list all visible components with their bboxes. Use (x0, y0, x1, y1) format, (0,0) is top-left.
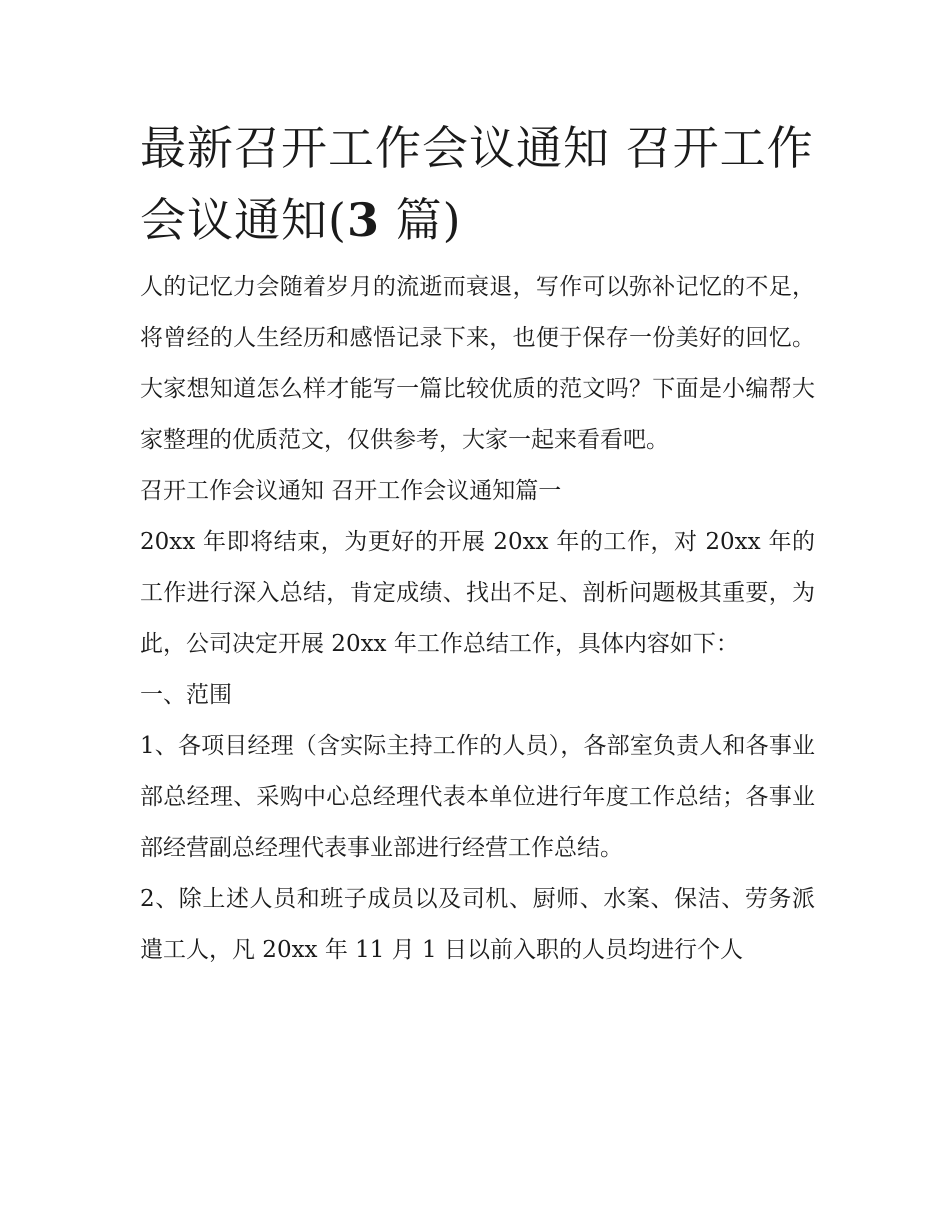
document-page (140, 112, 815, 976)
title-suffix: 篇) (379, 193, 462, 247)
title-count: 3 (346, 193, 380, 247)
list-item-2: 2、除上述人员和班子成员以及司机、厨师、水案、保洁、劳务派遣工人，凡 20xx 年 11 月 1 日以前入职的人员均进行个人 (140, 886, 815, 963)
title-text: 最新召开工作会议通知 召开工作会议通知( (140, 121, 814, 247)
body-paragraph: 20xx 年即将结束，为更好的开展 20xx 年的工作，对 20xx 年的工作进行深入总结，肯定成绩、找出不足、剖析问题极其重要，为此，公司决定开展 20xx 年工作总结工作，具体内容如下： (140, 529, 815, 657)
intro-paragraph: 人的记忆力会随着岁月的流逝而衰退，写作可以弥补记忆的不足，将曾经的人生经历和感悟记录下来，也便于保存一份美好的回忆。大家想知道怎么样才能写一篇比较优质的范文吗？下面是小编帮大家整理的优质范文，仅供参考，大家一起来看看吧。 (140, 274, 815, 453)
document-title (140, 112, 815, 256)
section-heading: 召开工作会议通知 召开工作会议通知篇一 (140, 478, 562, 504)
scope-heading: 一、范围 (140, 682, 232, 708)
list-item-1: 1、各项目经理（含实际主持工作的人员），各部室负责人和各事业部总经理、采购中心总经理代表本单位进行年度工作总结；各事业部经营副总经理代表事业部进行经营工作总结。 (140, 733, 815, 861)
